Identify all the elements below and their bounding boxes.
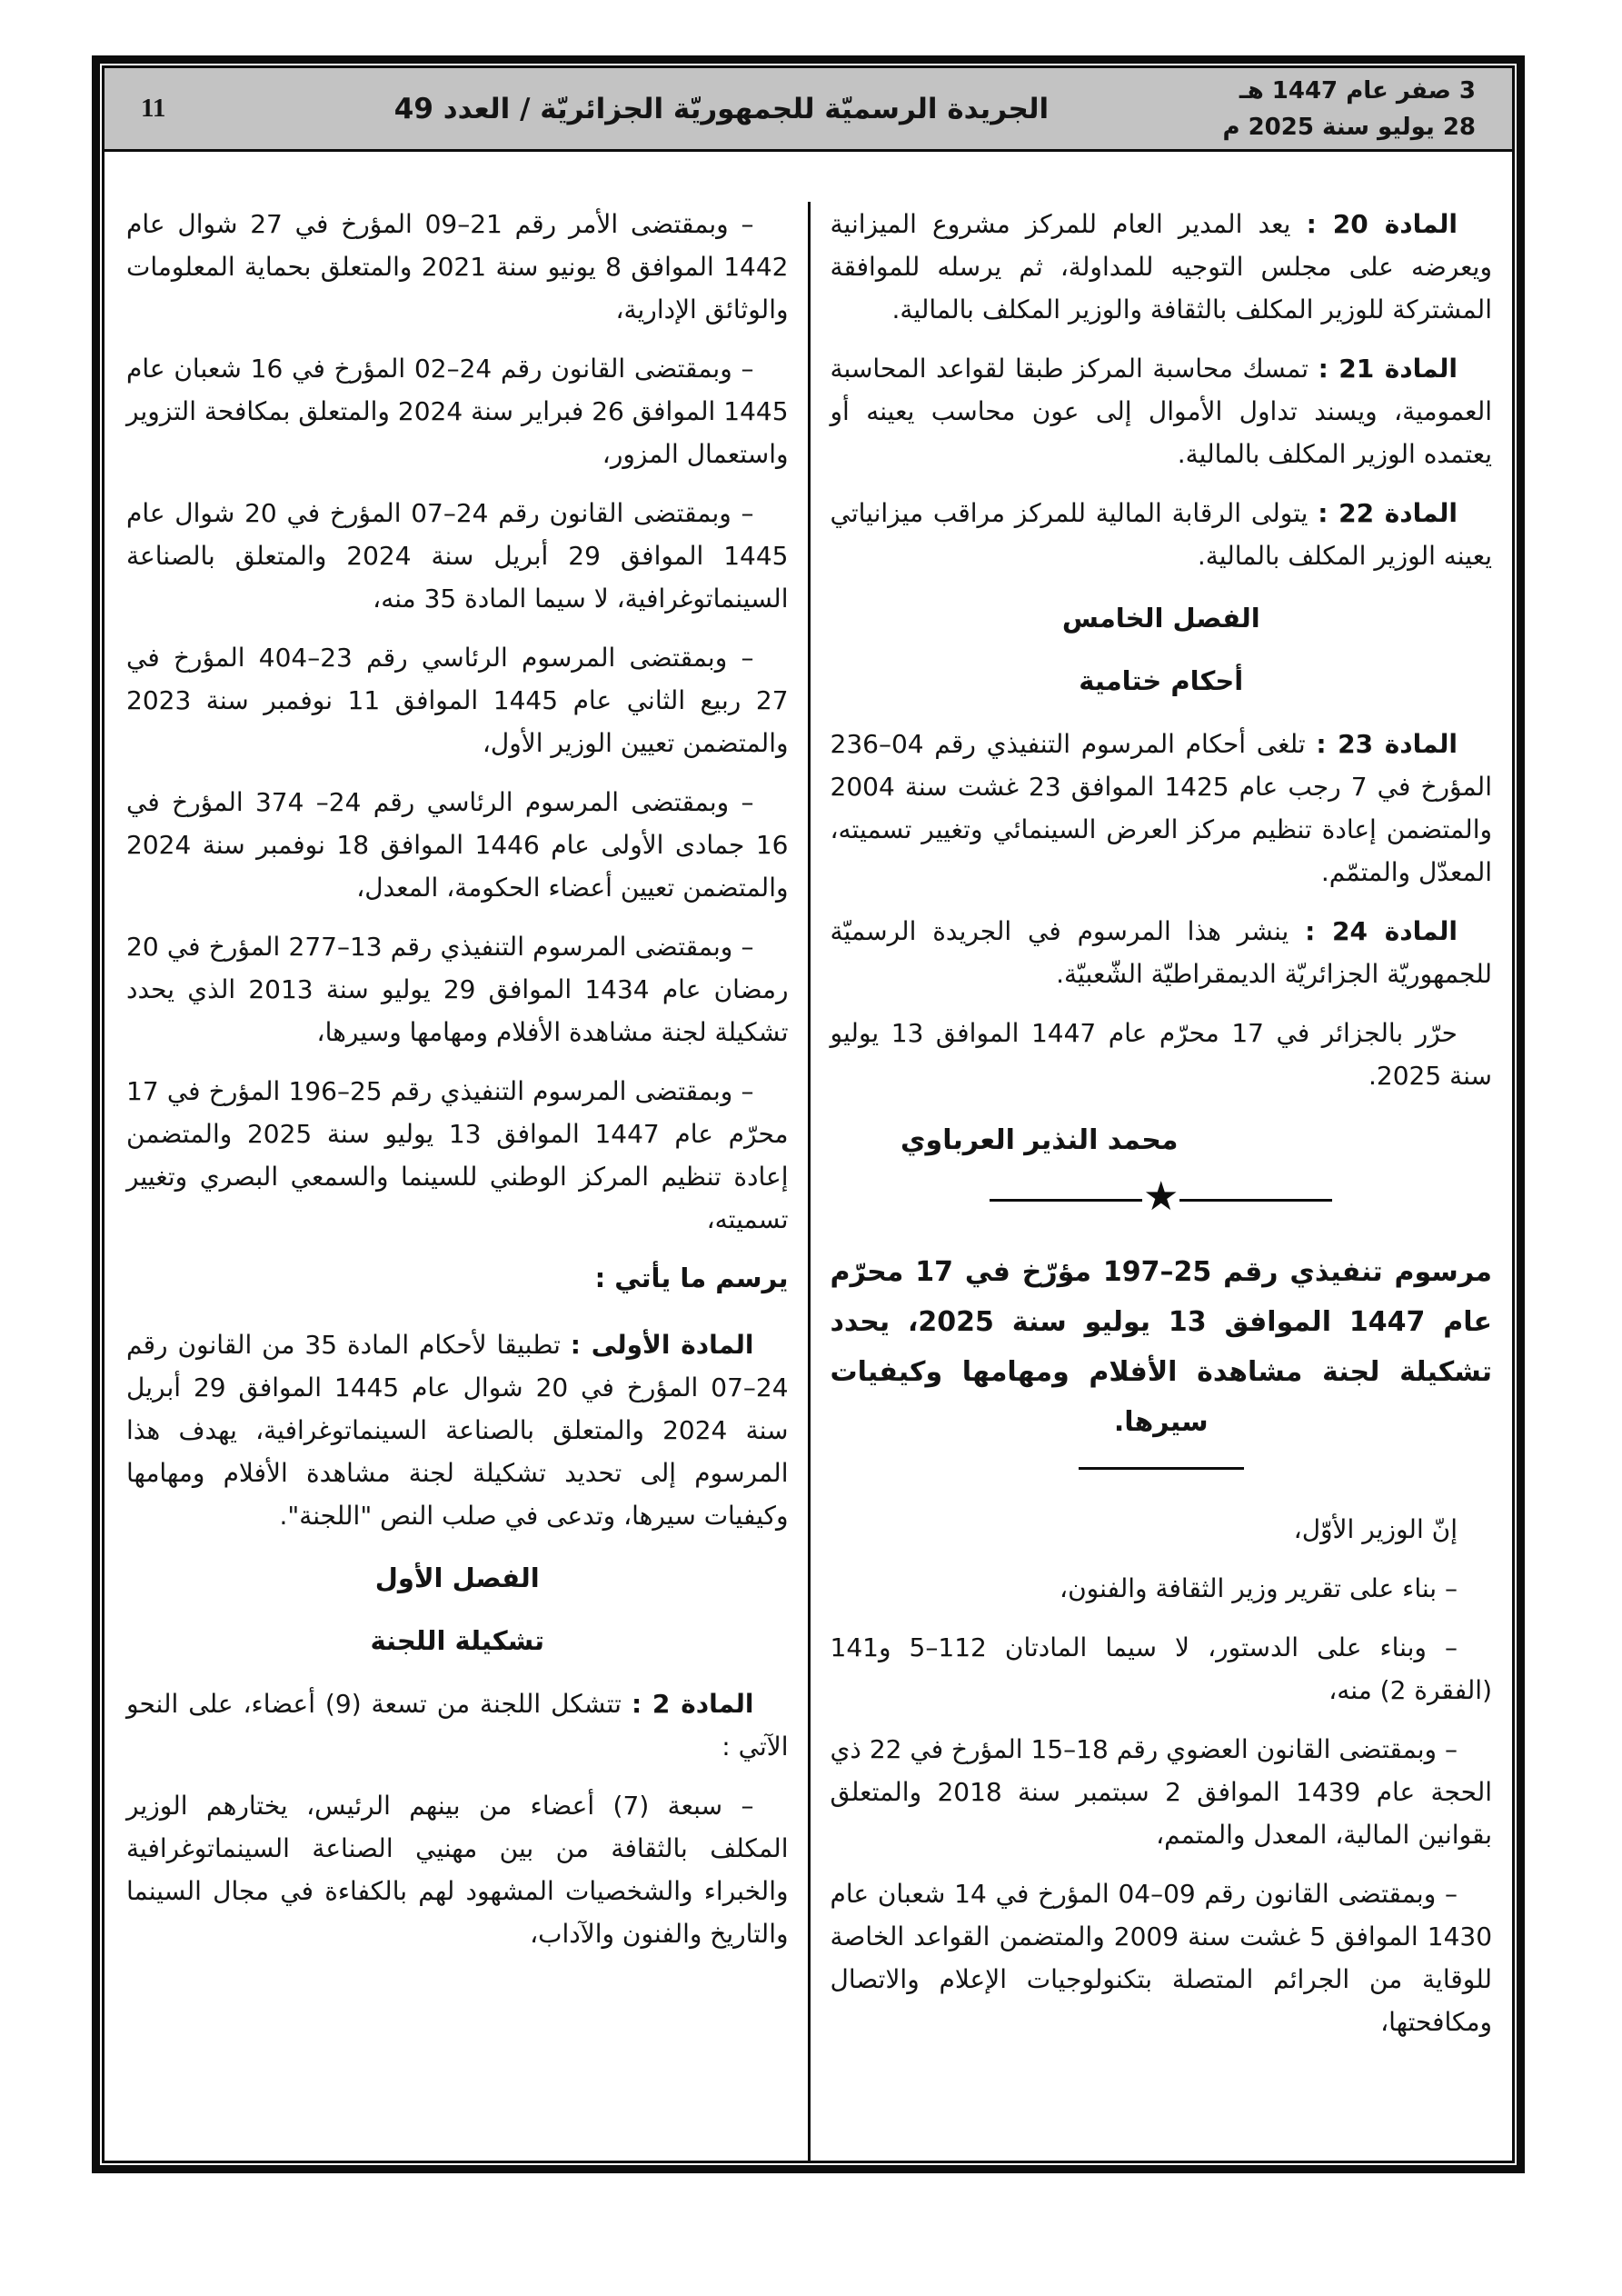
article-24-label: المادة 24 : — [1305, 916, 1458, 946]
section-divider — [1079, 1467, 1244, 1470]
star-icon: ★ — [1143, 1173, 1179, 1220]
journal-title: الجريدة الرسميّة للجمهوريّة الجزائريّة / العدد 49 — [393, 92, 1050, 125]
article-20-label: المادة 20 : — [1306, 209, 1458, 239]
article-22-label: المادة 22 : — [1318, 498, 1458, 528]
signature-name: محمد النذير العرباوي — [901, 1124, 1179, 1156]
star-divider — [831, 1173, 1493, 1222]
visa-law-24-02: – وبمقتضى القانون رقم 24–02 المؤرخ في 16 شعبان عام 1445 الموافق 26 فبراير سنة 2024 والمتعلق بمكافحة التزوير واستعمال المزور، — [126, 354, 789, 469]
visa-organic-law-18-15: – وبمقتضى القانون العضوي رقم 18–15 المؤرخ في 22 ذي الحجة عام 1439 الموافق 2 سبتمبر سنة 2018 والمتعلق بقوانين المالية، المعدل والمتمم، — [830, 1734, 1492, 1850]
page-number: 11 — [141, 94, 166, 123]
article-24 — [831, 910, 1493, 995]
article-2-text: تتشكل اللجنة من تسعة (9) أعضاء، على النحو الآتي : — [126, 1689, 789, 1762]
divider-line — [1179, 1199, 1332, 1202]
header-dates — [1222, 73, 1476, 145]
committee-composition-heading: تشكيلة اللجنة — [370, 1625, 545, 1656]
article-2 — [126, 1682, 789, 1768]
article-21-label: المادة 21 : — [1318, 354, 1458, 384]
page-frame-inner — [102, 65, 1515, 2163]
decree-title: مرسوم تنفيذي رقم 25–197 مؤرّخ في 17 محرّم عام 1447 الموافق 13 يوليو سنة 2025، يحدد تشكيلة لجنة مشاهدة الأفلام ومهامها وكيفيات سيرها. — [830, 1256, 1493, 1438]
article-first-label: المادة الأولى : — [570, 1330, 754, 1360]
article-24-text: ينشر هذا المرسوم في الجريدة الرسميّة للجمهوريّة الجزائريّة الديمقراطيّة الشّعبيّة. — [830, 916, 1492, 989]
article-22 — [831, 492, 1493, 577]
article-23-label: المادة 23 : — [1316, 729, 1458, 759]
visa-law-24-07: – وبمقتضى القانون رقم 24–07 المؤرخ في 20 شوال عام 1445 الموافق 29 أبريل سنة 2024 والمتعلق بالصناعة السينماتوغرافية، لا سيما المادة 35 منه، — [126, 498, 789, 614]
article-22-text: يتولى الرقابة المالية للمركز مراقب ميزانياتي يعينه الوزير المكلف بالمالية. — [830, 498, 1492, 571]
column-left — [104, 152, 809, 2161]
divider-line — [990, 1199, 1142, 1202]
article-23-text: تلغى أحكام المرسوم التنفيذي رقم 04–236 المؤرخ في 7 رجب عام 1425 الموافق 23 غشت سنة 2004 والمتضمن إعادة تنظيم مركز العرض السينمائي وتغيير تسميته، المعدّل والمتمّم. — [830, 729, 1492, 887]
visa-presidential-decree-23-404: – وبمقتضى المرسوم الرئاسي رقم 23–404 المؤرخ في 27 ربيع الثاني عام 1445 الموافق 11 نوفمبر سنة 2023 والمتضمن تعيين الوزير الأول، — [126, 643, 789, 758]
article-first-text: تطبيقا لأحكام المادة 35 من القانون رقم 24–07 المؤرخ في 20 شوال عام 1445 الموافق 29 أبريل سنة 2024 والمتعلق بالصناعة السينماتوغرافية، يهدف هذا المرسوم إلى تحديد تشكيلة لجنة مشاهدة الأفلام ومهامها وكيفيات سيرها، وتدعى في صلب النص "اللجنة". — [126, 1330, 789, 1531]
chapter-one-heading: الفصل الأول — [374, 1562, 540, 1593]
visa-report: – بناء على تقرير وزير الثقافة والفنون، — [1060, 1573, 1458, 1603]
enactment-formula: يرسم ما يأتي : — [594, 1263, 789, 1293]
gregorian-date: 28 يوليو سنة 2025 م — [1222, 113, 1476, 141]
article-23 — [831, 723, 1493, 893]
visa-constitution: – وبناء على الدستور، لا سيما المادتان 112–5 و141 (الفقرة 2) منه، — [830, 1632, 1492, 1705]
chapter-five-heading: الفصل الخامس — [1061, 603, 1260, 634]
visa-presidential-decree-24-374: – وبمقتضى المرسوم الرئاسي رقم 24– 374 المؤرخ في 16 جمادى الأولى عام 1446 الموافق 18 نوفمبر سنة 2024 والمتضمن تعيين أعضاء الحكومة، المعدل، — [126, 787, 789, 903]
column-right — [809, 152, 1513, 2161]
signed-at-paragraph: حرّر بالجزائر في 17 محرّم عام 1447 الموافق 13 يوليو سنة 2025. — [830, 1018, 1492, 1091]
visa-law-09-04: – وبمقتضى القانون رقم 09–04 المؤرخ في 14 شعبان عام 1430 الموافق 5 غشت سنة 2009 والمتضمن القواعد الخاصة للوقاية من الجرائم المتصلة بتكنولوجيات الإعلام والاتصال ومكافحتها، — [830, 1879, 1493, 2037]
final-provisions-heading: أحكام ختامية — [1079, 665, 1244, 696]
article-2-label: المادة 2 : — [631, 1689, 754, 1719]
page-content — [104, 152, 1512, 2161]
article-20 — [831, 203, 1493, 331]
hijri-date: 3 صفر عام 1447 هـ — [1239, 76, 1476, 105]
page-frame — [92, 55, 1525, 2173]
item-seven-members: – سبعة (7) أعضاء من بينهم الرئيس، يختارهم الوزير المكلف بالثقافة من بين مهنيي الصناعة السينماتوغرافية والخبراء والشخصيات المشهود لهم بالكفاءة في مجال السينما والتاريخ والفنون والآداب، — [126, 1791, 789, 1949]
gazette-header — [104, 68, 1512, 152]
article-20-text: يعد المدير العام للمركز مشروع الميزانية ويعرضه على مجلس التوجيه للمداولة، ثم يرسله للموافقة المشتركة للوزير المكلف بالثقافة والوزير المكلف بالمالية. — [830, 209, 1492, 324]
article-first — [126, 1323, 789, 1537]
article-21 — [831, 347, 1493, 475]
article-21-text: تمسك محاسبة المركز طبقا لقواعد المحاسبة العمومية، ويسند تداول الأموال إلى عون محاسب يعينه أو يعتمده الوزير المكلف بالمالية. — [830, 354, 1492, 469]
visa-executive-decree-25-196: – وبمقتضى المرسوم التنفيذي رقم 25–196 المؤرخ في 17 محرّم عام 1447 الموافق 13 يوليو سنة 2025 والمتضمن إعادة تنظيم المركز الوطني للسينما والسمعي البصري وتغيير تسميته، — [126, 1076, 789, 1234]
visa-ordinance-21-09: – وبمقتضى الأمر رقم 21–09 المؤرخ في 27 شوال عام 1442 الموافق 8 يونيو سنة 2021 والمتعلق بحماية المعلومات والوثائق الإدارية، — [126, 209, 789, 324]
premier-ministre-line: إنّ الوزير الأوّل، — [1293, 1514, 1458, 1544]
visa-executive-decree-13-277: – وبمقتضى المرسوم التنفيذي رقم 13–277 المؤرخ في 20 رمضان عام 1434 الموافق 29 يوليو سنة 2013 الذي يحدد تشكيلة لجنة مشاهدة الأفلام ومهامها وسيرها، — [126, 932, 789, 1047]
